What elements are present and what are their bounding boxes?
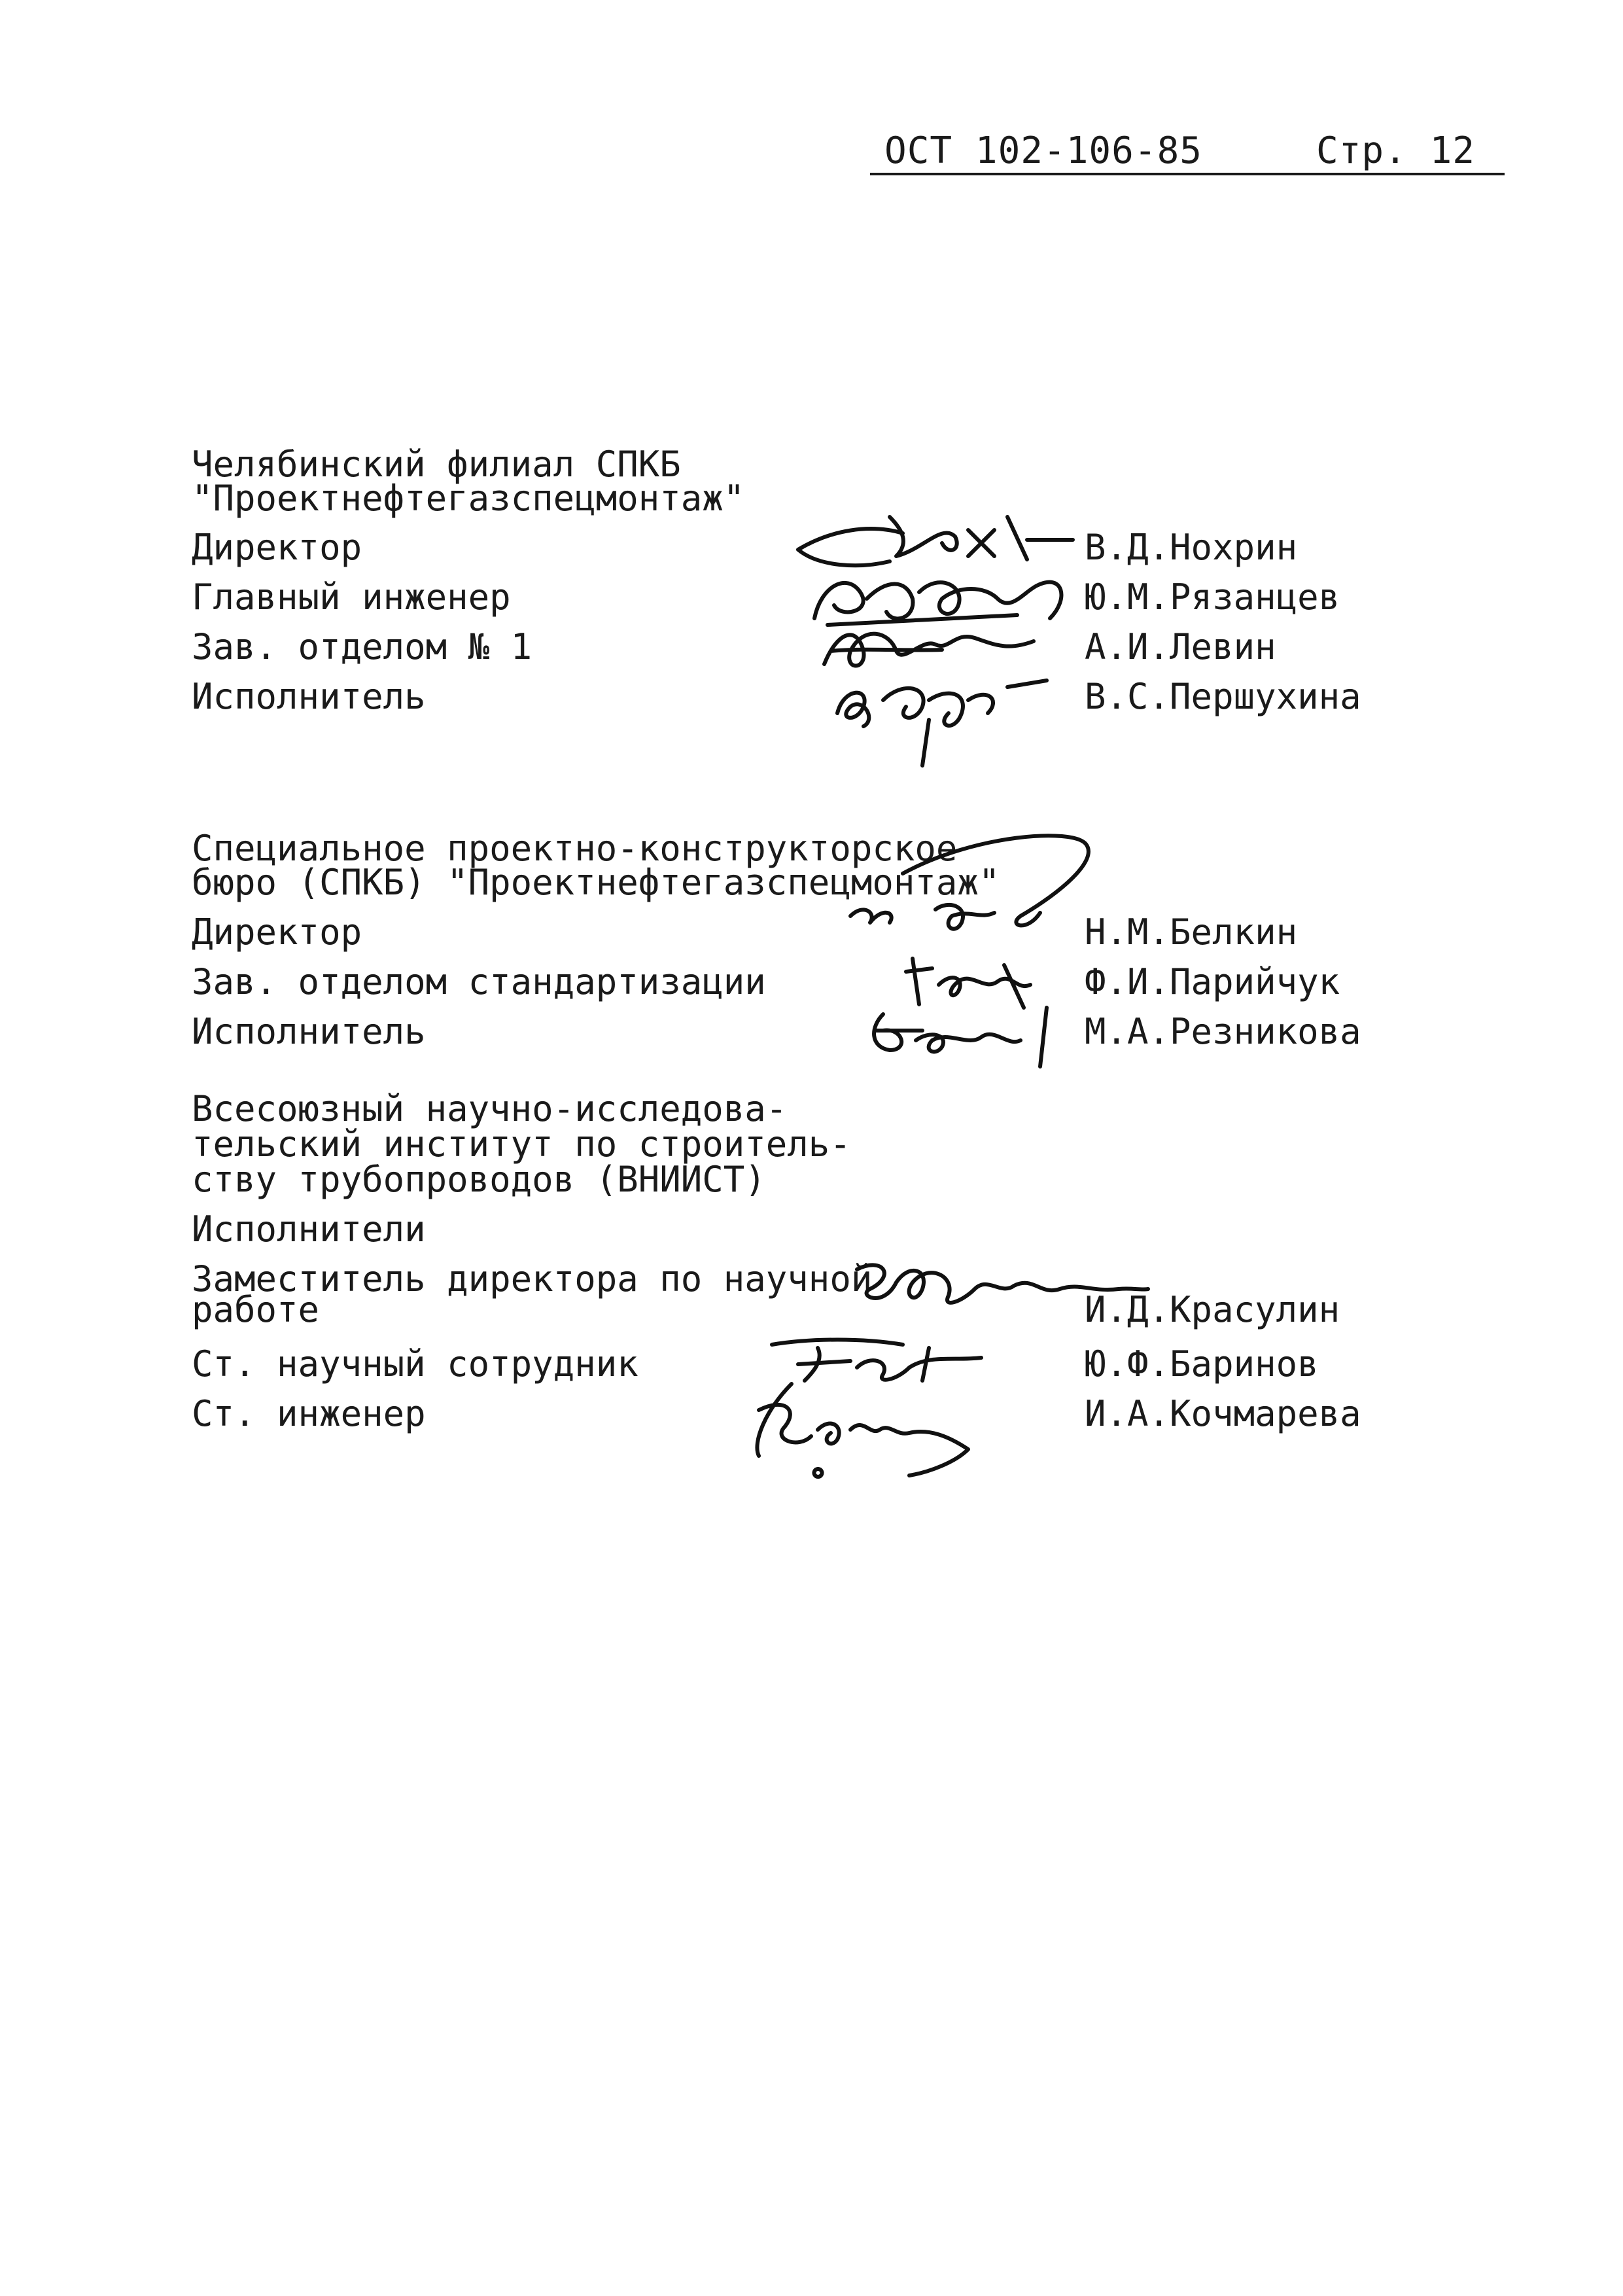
signatory-name: И.А.Кочмарева — [1085, 1393, 1361, 1434]
page-number: Стр. 12 — [1316, 130, 1476, 172]
signatory-name: А.И.Левин — [1085, 626, 1276, 667]
signatory-role: Директор — [192, 527, 362, 568]
subheading: Исполнители — [192, 1209, 426, 1250]
header-rule — [870, 173, 1505, 175]
signatory-role: Ст. инженер — [192, 1393, 426, 1434]
signatory-name: И.Д.Красулин — [1085, 1289, 1340, 1330]
signatory-name: Ф.И.Парийчук — [1085, 961, 1340, 1002]
signatory-role: Заместитель директора по научной — [192, 1258, 873, 1299]
org-line: Челябинский филиал СПКБ — [192, 444, 681, 485]
signature-pershukhina — [824, 661, 1060, 772]
signatory-role: Исполнитель — [192, 1011, 426, 1052]
signatory-role: Ст. научный сотрудник — [192, 1343, 638, 1385]
signatory-role: Зав. отделом стандартизации — [192, 961, 766, 1002]
signature-kochmareva — [739, 1371, 1001, 1482]
signatory-name: В.С.Першухина — [1085, 676, 1361, 717]
signatory-name: Н.М.Белкин — [1085, 911, 1298, 953]
signatory-name: В.Д.Нохрин — [1085, 527, 1298, 568]
signatory-role: Главный инженер — [192, 576, 511, 618]
page-header — [870, 123, 1505, 182]
signature-krasulin — [844, 1243, 1151, 1322]
org-line: "Проектнефтегазспецмонтаж" — [192, 478, 745, 519]
signature-reznikova — [857, 995, 1066, 1073]
signatory-role: Зав. отделом № 1 — [192, 626, 532, 667]
signatory-name: Ю.Ф.Баринов — [1085, 1343, 1319, 1385]
org-line: бюро (СПКБ) "Проектнефтегазспецмонтаж" — [192, 862, 1000, 903]
signatory-role-cont: работе — [192, 1289, 320, 1330]
document-number: ОСТ 102-106-85 — [884, 130, 1203, 172]
org-line: ству трубопроводов (ВНИИСТ) — [192, 1159, 766, 1200]
org-line: Специальное проектно-конструкторское — [192, 828, 958, 869]
signatory-name: Ю.М.Рязанцев — [1085, 576, 1340, 618]
signature-belkin — [811, 821, 1099, 962]
signatory-role: Директор — [192, 911, 362, 953]
signatory-name: М.А.Резникова — [1085, 1011, 1361, 1052]
org-line: тельский институт по строитель- — [192, 1123, 851, 1165]
signatory-role: Исполнитель — [192, 676, 426, 717]
org-line: Всесоюзный научно-исследова- — [192, 1088, 788, 1129]
